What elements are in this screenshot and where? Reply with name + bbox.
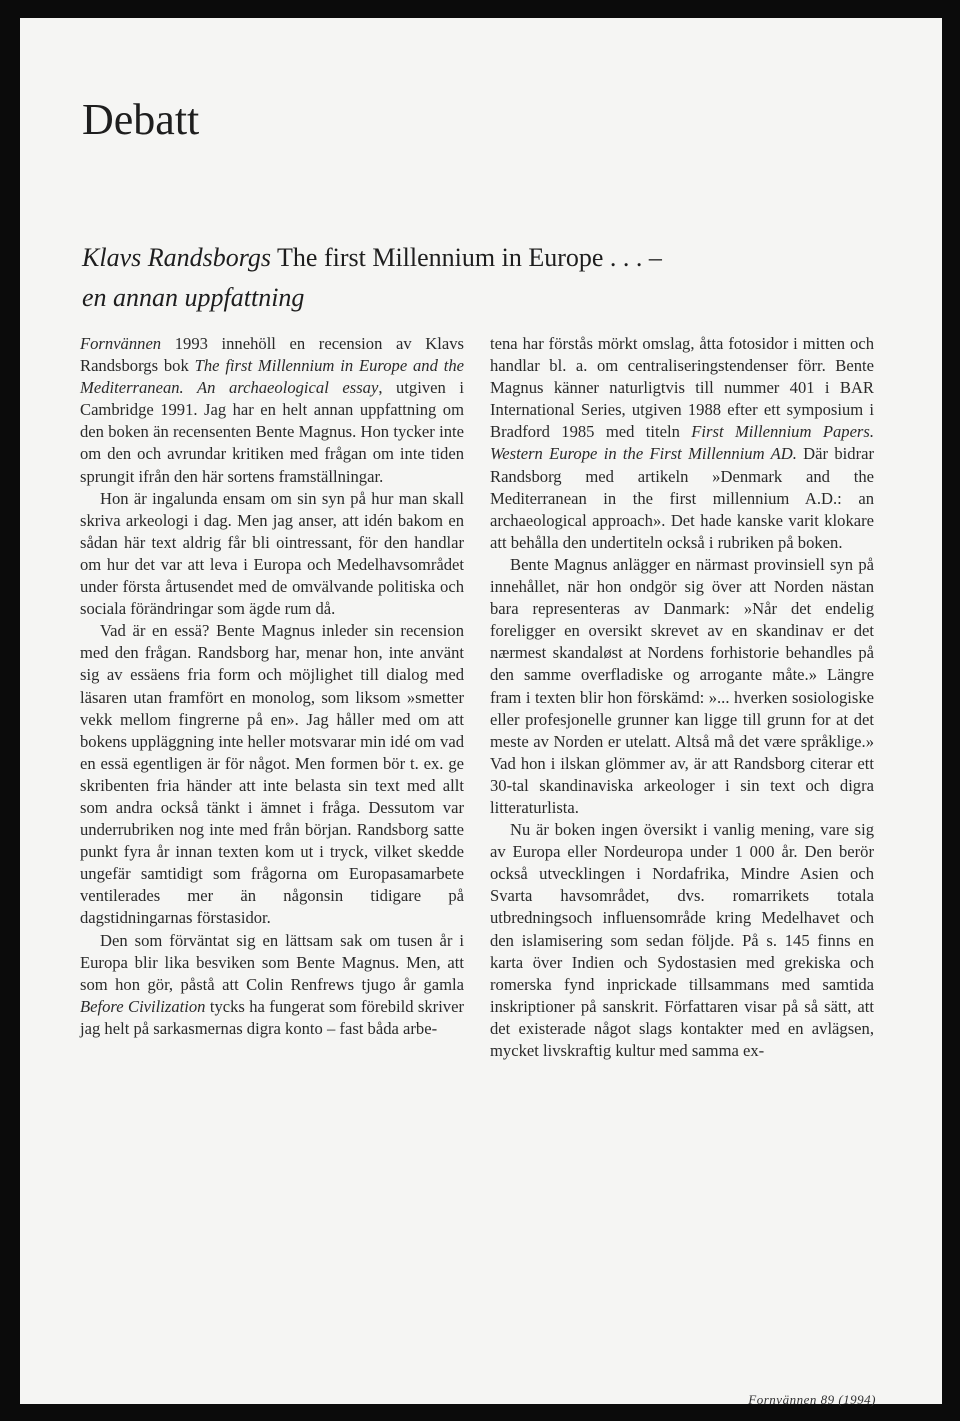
left-paragraph-2: Hon är ingalunda ensam om sin syn på hur man skall skriva arkeologi i dag. Men jag anser, att idén bakom en sådan här text aldrig får bli ointressant, för den handlar om hur det var att leva i Europa och Medelhavsområdet under första årtusendet med de omvälvande politiska och sociala förändringar som ägde rum då. (80, 488, 464, 619)
right-column (490, 333, 874, 1062)
title-main: The first Millennium in Europe . . . – (277, 243, 662, 272)
left-paragraph-3: Vad är en essä? Bente Magnus inleder sin recension med den frågan. Randsborg har, menar hon, inte använt sig av essäens fria form och möjlighet till dialog med läsaren utan framfört en monolog, som liksom »smetter vekk mellom fingrerne på en». Jag håller med om att bokens uppläggning inte heller motsvarar min idé om vad en essä egentligen är för något. Men formen bör t. ex. ge skribenten fria händer att inte belasta sin text med allt som andra också tänkt i ämnet i fråga. Dessutom var underrubriken nog inte med från början. Randsborg satte punkt fyra år innan texten kom ut i tryck, vilket skedde ungefär samtidigt som frågorna om Europasamarbete ventilerades mer än någonsin tidigare på dagstidningarnas förstasidor. (80, 621, 464, 928)
title-author: Klavs Randsborgs (82, 243, 271, 272)
right-paragraph-3: Nu är boken ingen översikt i vanlig mening, vare sig av Europa eller Nordeuropa under 1 000 år. Den berör också utvecklingen i Nordafrika, Mindre Asien och Svarta havsområdet, dvs. romarrikets totala utbredningsoch influensområde kring Medelhavet och den islamisering som sedan följde. På s. 145 finns en karta över Indien och Sydostasien med grekiska och romerska fynd inprickade tillsammans med samtida inskriptioner på sanskrit. Författaren visar på så sätt, att det existerade något slags kontakter med en avlägsen, mycket livskraftig kultur med samma ex- (490, 820, 874, 1060)
left-column (80, 333, 464, 1040)
left-paragraph-1: Fornvännen 1993 innehöll en recension av Klavs Randsborgs bok The first Millennium in Europe and the Mediterranean. An archaeological essay, utgiven i Cambridge 1991. Jag har en helt annan uppfattning om den boken än recensenten Bente Magnus. Hon tycker inte om den och avrundar kritiken med frågan om inte tiden sprungit ifrån den här sortens framställningar. (80, 334, 464, 486)
page (20, 18, 942, 1407)
section-heading: Debatt (82, 95, 200, 144)
title-subtitle: en annan uppfattning (82, 283, 305, 312)
page-footer: Fornvännen 89 (1994) (748, 1392, 876, 1407)
article-title (82, 238, 902, 318)
right-paragraph-1: tena har förstås mörkt omslag, åtta fotosidor i mitten och handlar bl. a. om centraliseringstendenser förr. Bente Magnus känner naturligtvis till nummer 401 i BAR International Series, utgiven 1988 efter ett symposium i Bradford 1985 med titeln First Millennium Papers. Western Europe in the First Millennium AD. Där bidrar Randsborg med artikeln »Denmark and the Mediterranean in the first millennium A.D.: an archaeological approach». Det hade kanske varit klokare att behålla den undertiteln också i rubriken på boken. (490, 334, 874, 552)
left-paragraph-4: Den som förväntat sig en lättsam sak om tusen år i Europa blir lika besviken som Bente Magnus. Men, att som hon gör, påstå att Colin Renfrews tjugo år gamla Before Civilization tycks ha fungerat som förebild skriver jag helt på sarkasmernas digra konto – fast båda arbe- (80, 930, 464, 1038)
right-paragraph-2: Bente Magnus anlägger en närmast provinsiell syn på innehållet, när hon ondgör sig över att Norden nästan bara representeras av Danmark: »Når det endelig foreligger en oversikt skrevet av en skandinav er det nærmest skandaløst at Nordens forhistorie behandles på den samme overfladiske og arrogante måte.» Längre fram i texten blir hon förskämd: »... hverken sosiologiske eller profesjonelle grunner kan ligge till grunn for at det meste av Norden er utelatt. Altså må det være språklige.» Vad hon i ilskan glömmer av, är att Randsborg citerar ett 30-tal skandinaviska arkeologer i sin text och digra litteraturlista. (490, 554, 874, 817)
